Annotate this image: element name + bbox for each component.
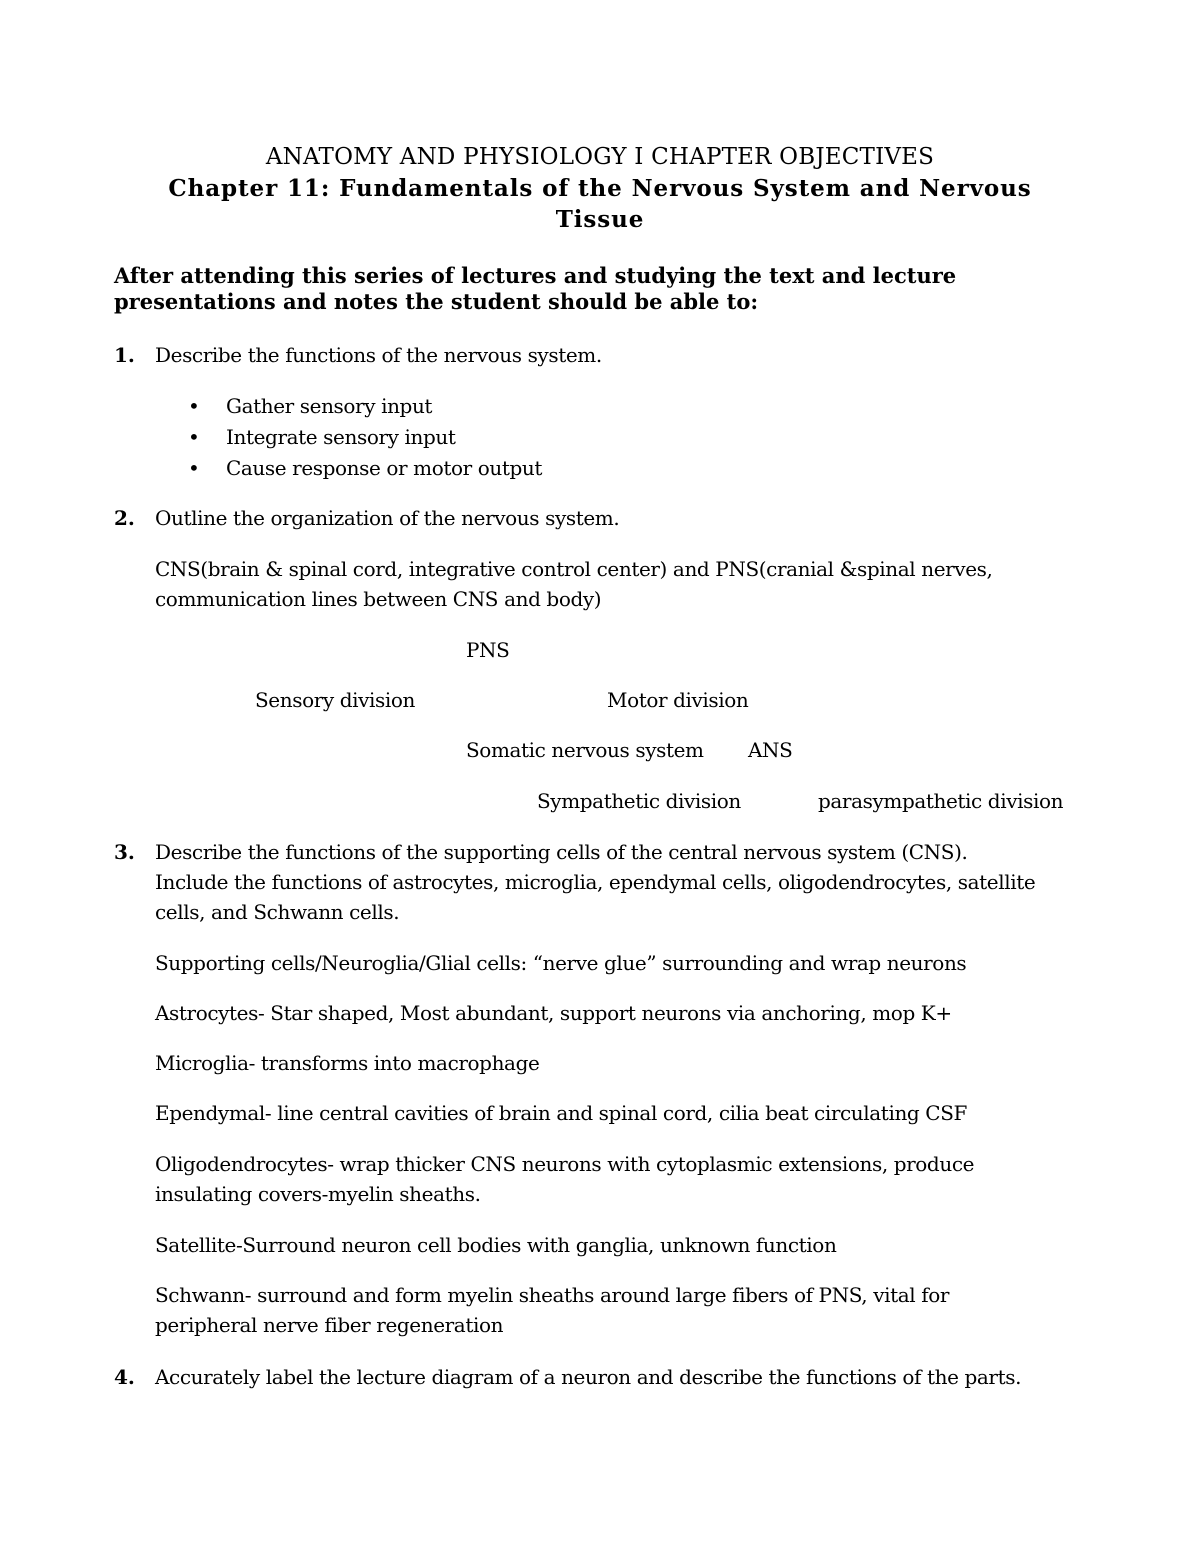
list-item: Integrate sensory input <box>226 425 456 449</box>
tree-motor-division: Motor division <box>607 688 749 712</box>
objective-text: Include the functions of astrocytes, microglia, ependymal cells, oligodendrocytes, satellite <box>155 870 1036 894</box>
list-item: Gather sensory input <box>226 394 433 418</box>
note-supporting-cells: Supporting cells/Neuroglia/Glial cells: “nerve glue” surrounding and wrap neurons <box>155 951 967 975</box>
tree-root-pns: PNS <box>466 638 510 662</box>
note-oligodendrocytes: Oligodendrocytes- wrap thicker CNS neurons with cytoplasmic extensions, produce <box>155 1152 975 1176</box>
paragraph-line: CNS(brain & spinal cord, integrative control center) and PNS(cranial &spinal nerves, <box>155 557 993 581</box>
intro-line-2: presentations and notes the student should be able to: <box>114 289 759 314</box>
objective-text: Describe the functions of the nervous system. <box>155 343 602 367</box>
note-astrocytes: Astrocytes- Star shaped, Most abundant, support neurons via anchoring, mop K+ <box>155 1001 952 1025</box>
bullet-glyph: • <box>188 425 200 449</box>
tree-somatic-nervous-system: Somatic nervous system <box>466 738 704 762</box>
tree-sympathetic-division: Sympathetic division <box>537 789 741 813</box>
objective-number: 1. <box>114 343 135 367</box>
note-ependymal: Ependymal- line central cavities of brain and spinal cord, cilia beat circulating CSF <box>155 1101 967 1125</box>
tree-ans: ANS <box>748 738 793 762</box>
paragraph-line: communication lines between CNS and body) <box>155 587 602 611</box>
note-schwann: Schwann- surround and form myelin sheaths around large fibers of PNS, vital for <box>155 1283 950 1307</box>
objective-text: Describe the functions of the supporting cells of the central nervous system (CNS). <box>155 840 968 864</box>
objective-text: cells, and Schwann cells. <box>155 900 400 924</box>
objective-number: 4. <box>114 1365 135 1389</box>
list-item: Cause response or motor output <box>226 456 543 480</box>
note-schwann-continued: peripheral nerve fiber regeneration <box>155 1313 504 1337</box>
tree-parasympathetic-division: parasympathetic division <box>818 789 1064 813</box>
note-satellite: Satellite-Surround neuron cell bodies with ganglia, unknown function <box>155 1233 837 1257</box>
chapter-title: Chapter 11: Fundamentals of the Nervous System and Nervous <box>168 175 1032 202</box>
bullet-glyph: • <box>188 394 200 418</box>
objective-text: Outline the organization of the nervous system. <box>155 506 620 530</box>
chapter-title-continued: Tissue <box>555 206 645 233</box>
tree-sensory-division: Sensory division <box>255 688 416 712</box>
note-oligodendrocytes-continued: insulating covers-myelin sheaths. <box>155 1182 481 1206</box>
bullet-glyph: • <box>188 456 200 480</box>
objective-text: Accurately label the lecture diagram of a neuron and describe the functions of the parts. <box>155 1365 1022 1389</box>
note-microglia: Microglia- transforms into macrophage <box>155 1051 540 1075</box>
objective-number: 3. <box>114 840 135 864</box>
objective-number: 2. <box>114 506 135 530</box>
document-title: ANATOMY AND PHYSIOLOGY I CHAPTER OBJECTIVES <box>265 144 935 170</box>
intro-line-1: After attending this series of lectures and studying the text and lecture <box>114 263 957 288</box>
